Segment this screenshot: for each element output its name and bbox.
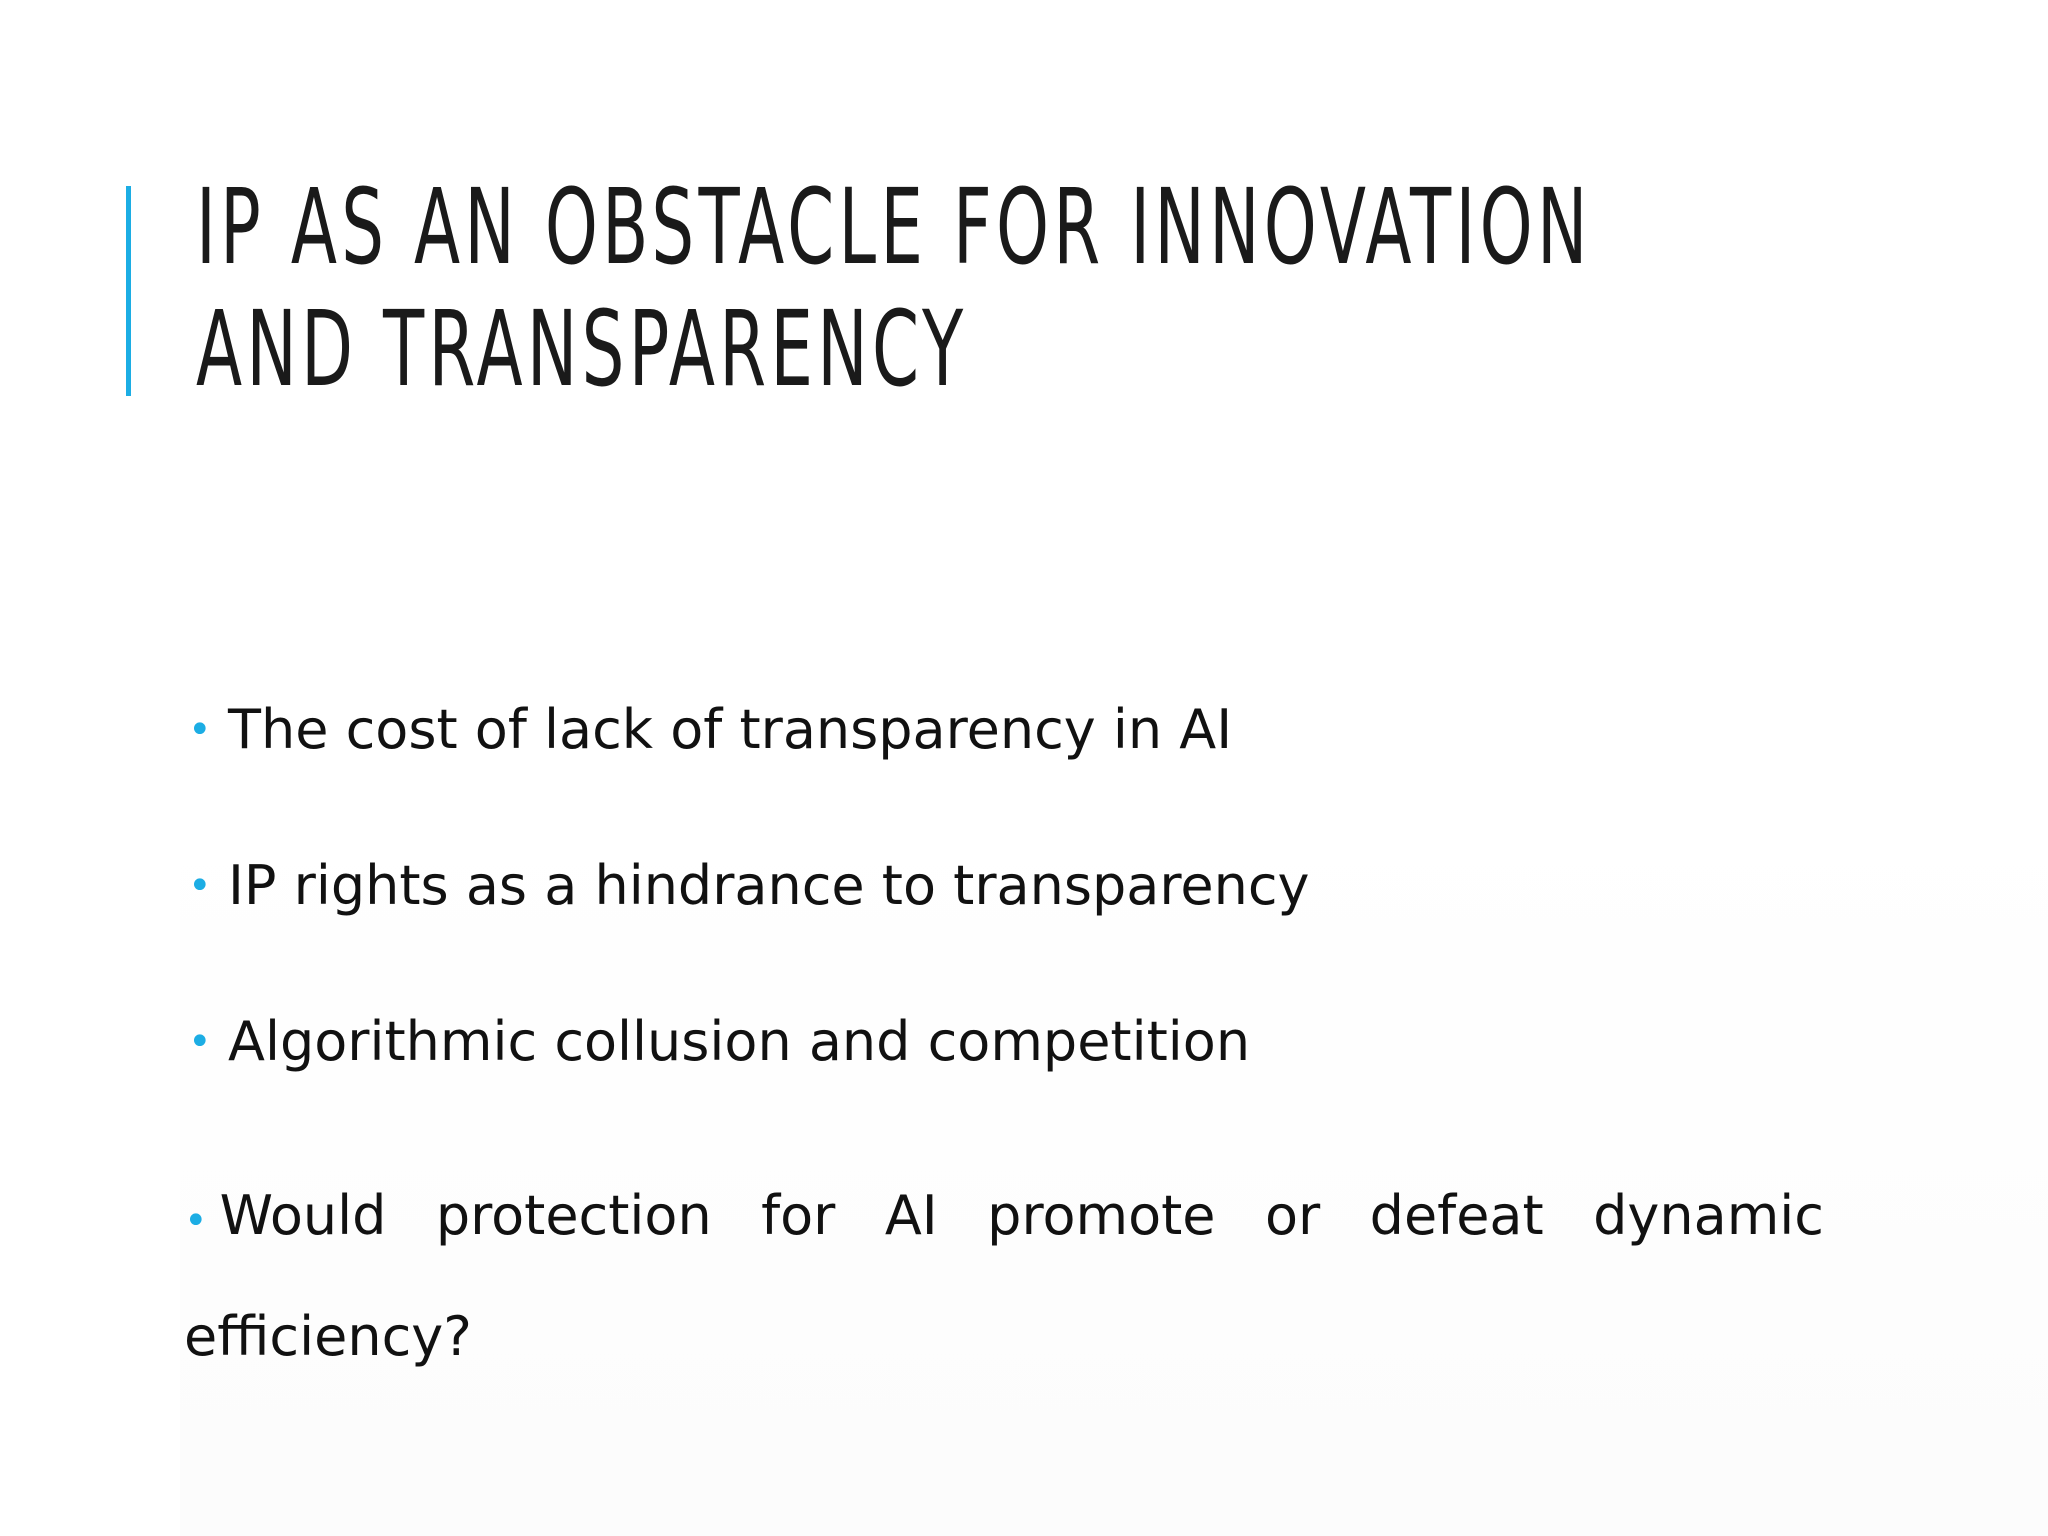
- bullet-text: Algorithmic collusion and competition: [228, 1010, 1251, 1073]
- slide-title: [196, 166, 1592, 410]
- bullet-dot-icon: •: [184, 1198, 208, 1244]
- slide-title-line-1: IP AS AN OBSTACLE FOR INNOVATION: [196, 166, 1592, 288]
- title-accent-bar: [126, 186, 131, 396]
- bullet-item: [184, 1158, 1824, 1395]
- bullet-text: The cost of lack of transparency in AI: [228, 698, 1233, 761]
- bullet-text: Would protection for AI promote or defeat dynamic efficiency?: [184, 1184, 1824, 1368]
- bullet-item: [184, 846, 1824, 1002]
- bullet-dot-icon: •: [188, 863, 212, 909]
- bullet-item: [184, 1002, 1824, 1158]
- bullet-list: [184, 690, 1824, 1395]
- slide-title-line-2: AND TRANSPARENCY: [196, 288, 968, 410]
- bullet-dot-icon: •: [188, 707, 212, 753]
- bullet-text: IP rights as a hindrance to transparency: [228, 854, 1310, 917]
- bullet-item: [184, 690, 1824, 846]
- bullet-dot-icon: •: [188, 1019, 212, 1065]
